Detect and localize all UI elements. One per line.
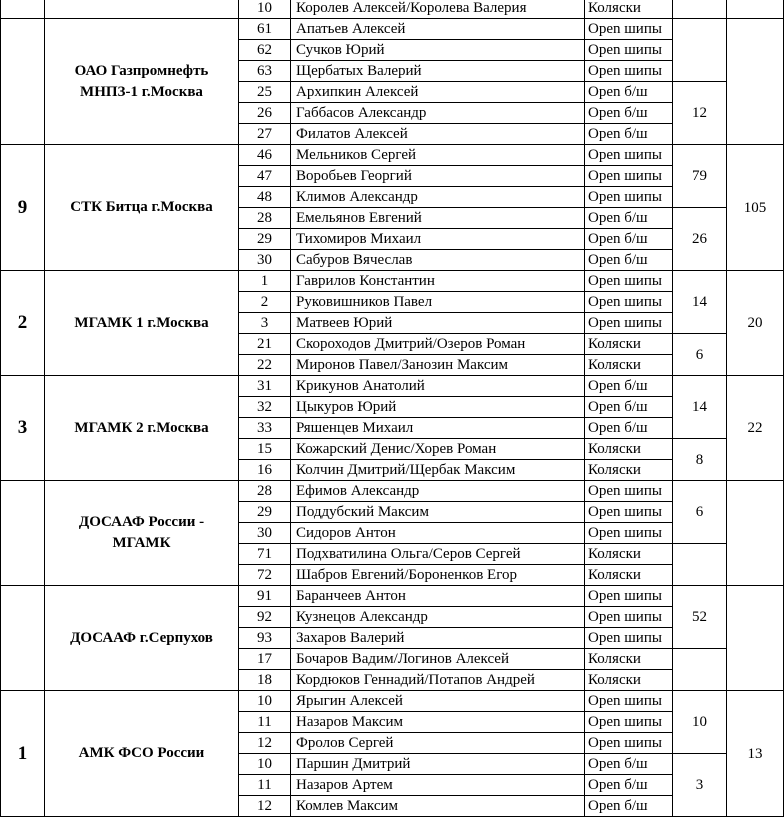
- subtotal-cell: [673, 19, 727, 82]
- class-cell: Open шипы: [585, 481, 673, 502]
- team-cell: ОАО Газпромнефть МНПЗ-1 г.Москва: [45, 19, 239, 145]
- participant-name: Филатов Алексей: [291, 124, 585, 145]
- class-cell: Open шипы: [585, 19, 673, 40]
- class-cell: Open б/ш: [585, 250, 673, 271]
- start-number: 61: [239, 19, 291, 40]
- subtotal-cell: [673, 544, 727, 586]
- table-row: [1, 376, 784, 397]
- subtotal-cell: 52: [673, 586, 727, 649]
- start-number: 32: [239, 397, 291, 418]
- start-number: 63: [239, 61, 291, 82]
- results-body: [1, 0, 784, 817]
- start-number: 25: [239, 82, 291, 103]
- subtotal-cell: 12: [673, 82, 727, 145]
- class-cell: Коляски: [585, 334, 673, 355]
- place-cell: 3: [1, 376, 45, 481]
- place-cell: 2: [1, 271, 45, 376]
- team-cell: МГАМК 1 г.Москва: [45, 271, 239, 376]
- subtotal-cell: 10: [673, 691, 727, 754]
- start-number: 28: [239, 481, 291, 502]
- participant-name: Кузнецов Александр: [291, 607, 585, 628]
- total-cell: 13: [727, 691, 784, 817]
- participant-name: Воробьев Георгий: [291, 166, 585, 187]
- start-number: 12: [239, 733, 291, 754]
- start-number: 31: [239, 376, 291, 397]
- participant-name: Паршин Дмитрий: [291, 754, 585, 775]
- class-cell: Open б/ш: [585, 796, 673, 817]
- start-number: 3: [239, 313, 291, 334]
- participant-name: Матвеев Юрий: [291, 313, 585, 334]
- participant-name: Захаров Валерий: [291, 628, 585, 649]
- start-number: 33: [239, 418, 291, 439]
- participant-name: Назаров Артем: [291, 775, 585, 796]
- start-number: 10: [239, 0, 291, 19]
- participant-name: Климов Александр: [291, 187, 585, 208]
- class-cell: Open шипы: [585, 166, 673, 187]
- participant-name: Крикунов Анатолий: [291, 376, 585, 397]
- participant-name: Сидоров Антон: [291, 523, 585, 544]
- participant-name: Кордюков Геннадий/Потапов Андрей: [291, 670, 585, 691]
- team-cell: СТК Битца г.Москва: [45, 145, 239, 271]
- participant-name: Бочаров Вадим/Логинов Алексей: [291, 649, 585, 670]
- start-number: 18: [239, 670, 291, 691]
- total-cell: [727, 0, 784, 19]
- subtotal-cell: [673, 649, 727, 691]
- class-cell: Open шипы: [585, 313, 673, 334]
- class-cell: Open шипы: [585, 628, 673, 649]
- class-cell: Open шипы: [585, 292, 673, 313]
- total-cell: 22: [727, 376, 784, 481]
- participant-name: Щербатых Валерий: [291, 61, 585, 82]
- class-cell: Open б/ш: [585, 376, 673, 397]
- table-row: [1, 145, 784, 166]
- participant-name: Фролов Сергей: [291, 733, 585, 754]
- class-cell: Open шипы: [585, 271, 673, 292]
- table-row: [1, 691, 784, 712]
- participant-name: Архипкин Алексей: [291, 82, 585, 103]
- start-number: 17: [239, 649, 291, 670]
- participant-name: Комлев Максим: [291, 796, 585, 817]
- start-number: 71: [239, 544, 291, 565]
- start-number: 92: [239, 607, 291, 628]
- start-number: 72: [239, 565, 291, 586]
- class-cell: Open шипы: [585, 187, 673, 208]
- start-number: 29: [239, 502, 291, 523]
- participant-name: Ярыгин Алексей: [291, 691, 585, 712]
- start-number: 93: [239, 628, 291, 649]
- class-cell: Коляски: [585, 439, 673, 460]
- place-cell: 1: [1, 691, 45, 817]
- class-cell: Open шипы: [585, 712, 673, 733]
- participant-name: Ряшенцев Михаил: [291, 418, 585, 439]
- participant-name: Мельников Сергей: [291, 145, 585, 166]
- start-number: 21: [239, 334, 291, 355]
- class-cell: Open шипы: [585, 586, 673, 607]
- class-cell: Коляски: [585, 670, 673, 691]
- participant-name: Кожарский Денис/Хорев Роман: [291, 439, 585, 460]
- participant-name: Сабуров Вячеслав: [291, 250, 585, 271]
- start-number: 47: [239, 166, 291, 187]
- start-number: 48: [239, 187, 291, 208]
- start-number: 91: [239, 586, 291, 607]
- class-cell: Open б/ш: [585, 775, 673, 796]
- subtotal-cell: 6: [673, 481, 727, 544]
- participant-name: Емельянов Евгений: [291, 208, 585, 229]
- start-number: 16: [239, 460, 291, 481]
- class-cell: Open шипы: [585, 607, 673, 628]
- start-number: 46: [239, 145, 291, 166]
- place-cell: [1, 586, 45, 691]
- start-number: 30: [239, 250, 291, 271]
- class-cell: Коляски: [585, 355, 673, 376]
- start-number: 12: [239, 796, 291, 817]
- class-cell: Open б/ш: [585, 124, 673, 145]
- start-number: 10: [239, 754, 291, 775]
- subtotal-cell: 14: [673, 271, 727, 334]
- class-cell: Open шипы: [585, 502, 673, 523]
- team-cell: МГАМК 2 г.Москва: [45, 376, 239, 481]
- place-cell: 9: [1, 145, 45, 271]
- class-cell: Open шипы: [585, 523, 673, 544]
- class-cell: Open шипы: [585, 61, 673, 82]
- subtotal-cell: 3: [673, 754, 727, 817]
- subtotal-cell: 14: [673, 376, 727, 439]
- place-cell: [1, 19, 45, 145]
- place-cell: [1, 0, 45, 19]
- team-cell: ДОСААФ России - МГАМК: [45, 481, 239, 586]
- team-cell: ДОСААФ г.Серпухов: [45, 586, 239, 691]
- start-number: 10: [239, 691, 291, 712]
- class-cell: Open б/ш: [585, 208, 673, 229]
- participant-name: Скороходов Дмитрий/Озеров Роман: [291, 334, 585, 355]
- class-cell: Open б/ш: [585, 103, 673, 124]
- class-cell: Open б/ш: [585, 82, 673, 103]
- place-cell: [1, 481, 45, 586]
- total-cell: [727, 586, 784, 691]
- class-cell: Open б/ш: [585, 397, 673, 418]
- start-number: 30: [239, 523, 291, 544]
- total-cell: [727, 19, 784, 145]
- class-cell: Open б/ш: [585, 754, 673, 775]
- class-cell: Open б/ш: [585, 418, 673, 439]
- table-row: [1, 586, 784, 607]
- participant-name: Королев Алексей/Королева Валерия: [291, 0, 585, 19]
- participant-name: Миронов Павел/Занозин Максим: [291, 355, 585, 376]
- start-number: 28: [239, 208, 291, 229]
- participant-name: Шабров Евгений/Бороненков Егор: [291, 565, 585, 586]
- subtotal-cell: 79: [673, 145, 727, 208]
- class-cell: Open шипы: [585, 691, 673, 712]
- class-cell: Коляски: [585, 565, 673, 586]
- class-cell: Open шипы: [585, 40, 673, 61]
- subtotal-cell: 8: [673, 439, 727, 481]
- participant-name: Ефимов Александр: [291, 481, 585, 502]
- participant-name: Гаврилов Константин: [291, 271, 585, 292]
- start-number: 26: [239, 103, 291, 124]
- participant-name: Апатьев Алексей: [291, 19, 585, 40]
- team-cell: [45, 0, 239, 19]
- participant-name: Цыкуров Юрий: [291, 397, 585, 418]
- total-cell: [727, 481, 784, 586]
- start-number: 2: [239, 292, 291, 313]
- start-number: 15: [239, 439, 291, 460]
- participant-name: Баранчеев Антон: [291, 586, 585, 607]
- class-cell: Open шипы: [585, 733, 673, 754]
- participant-name: Подхватилина Ольга/Серов Сергей: [291, 544, 585, 565]
- participant-name: Руковишников Павел: [291, 292, 585, 313]
- subtotal-cell: 26: [673, 208, 727, 271]
- class-cell: Коляски: [585, 649, 673, 670]
- start-number: 29: [239, 229, 291, 250]
- start-number: 11: [239, 775, 291, 796]
- participant-name: Сучков Юрий: [291, 40, 585, 61]
- class-cell: Коляски: [585, 460, 673, 481]
- table-row: [1, 0, 784, 19]
- participant-name: Назаров Максим: [291, 712, 585, 733]
- participant-name: Поддубский Максим: [291, 502, 585, 523]
- participant-name: Тихомиров Михаил: [291, 229, 585, 250]
- table-row: [1, 19, 784, 40]
- subtotal-cell: 6: [673, 334, 727, 376]
- table-row: [1, 481, 784, 502]
- class-cell: Open шипы: [585, 145, 673, 166]
- participant-name: Колчин Дмитрий/Щербак Максим: [291, 460, 585, 481]
- subtotal-cell: [673, 0, 727, 19]
- start-number: 11: [239, 712, 291, 733]
- table-row: [1, 271, 784, 292]
- start-number: 1: [239, 271, 291, 292]
- start-number: 22: [239, 355, 291, 376]
- class-cell: Коляски: [585, 0, 673, 19]
- class-cell: Open б/ш: [585, 229, 673, 250]
- start-number: 62: [239, 40, 291, 61]
- team-cell: АМК ФСО России: [45, 691, 239, 817]
- total-cell: 20: [727, 271, 784, 376]
- total-cell: 105: [727, 145, 784, 271]
- class-cell: Коляски: [585, 544, 673, 565]
- start-number: 27: [239, 124, 291, 145]
- participant-name: Габбасов Александр: [291, 103, 585, 124]
